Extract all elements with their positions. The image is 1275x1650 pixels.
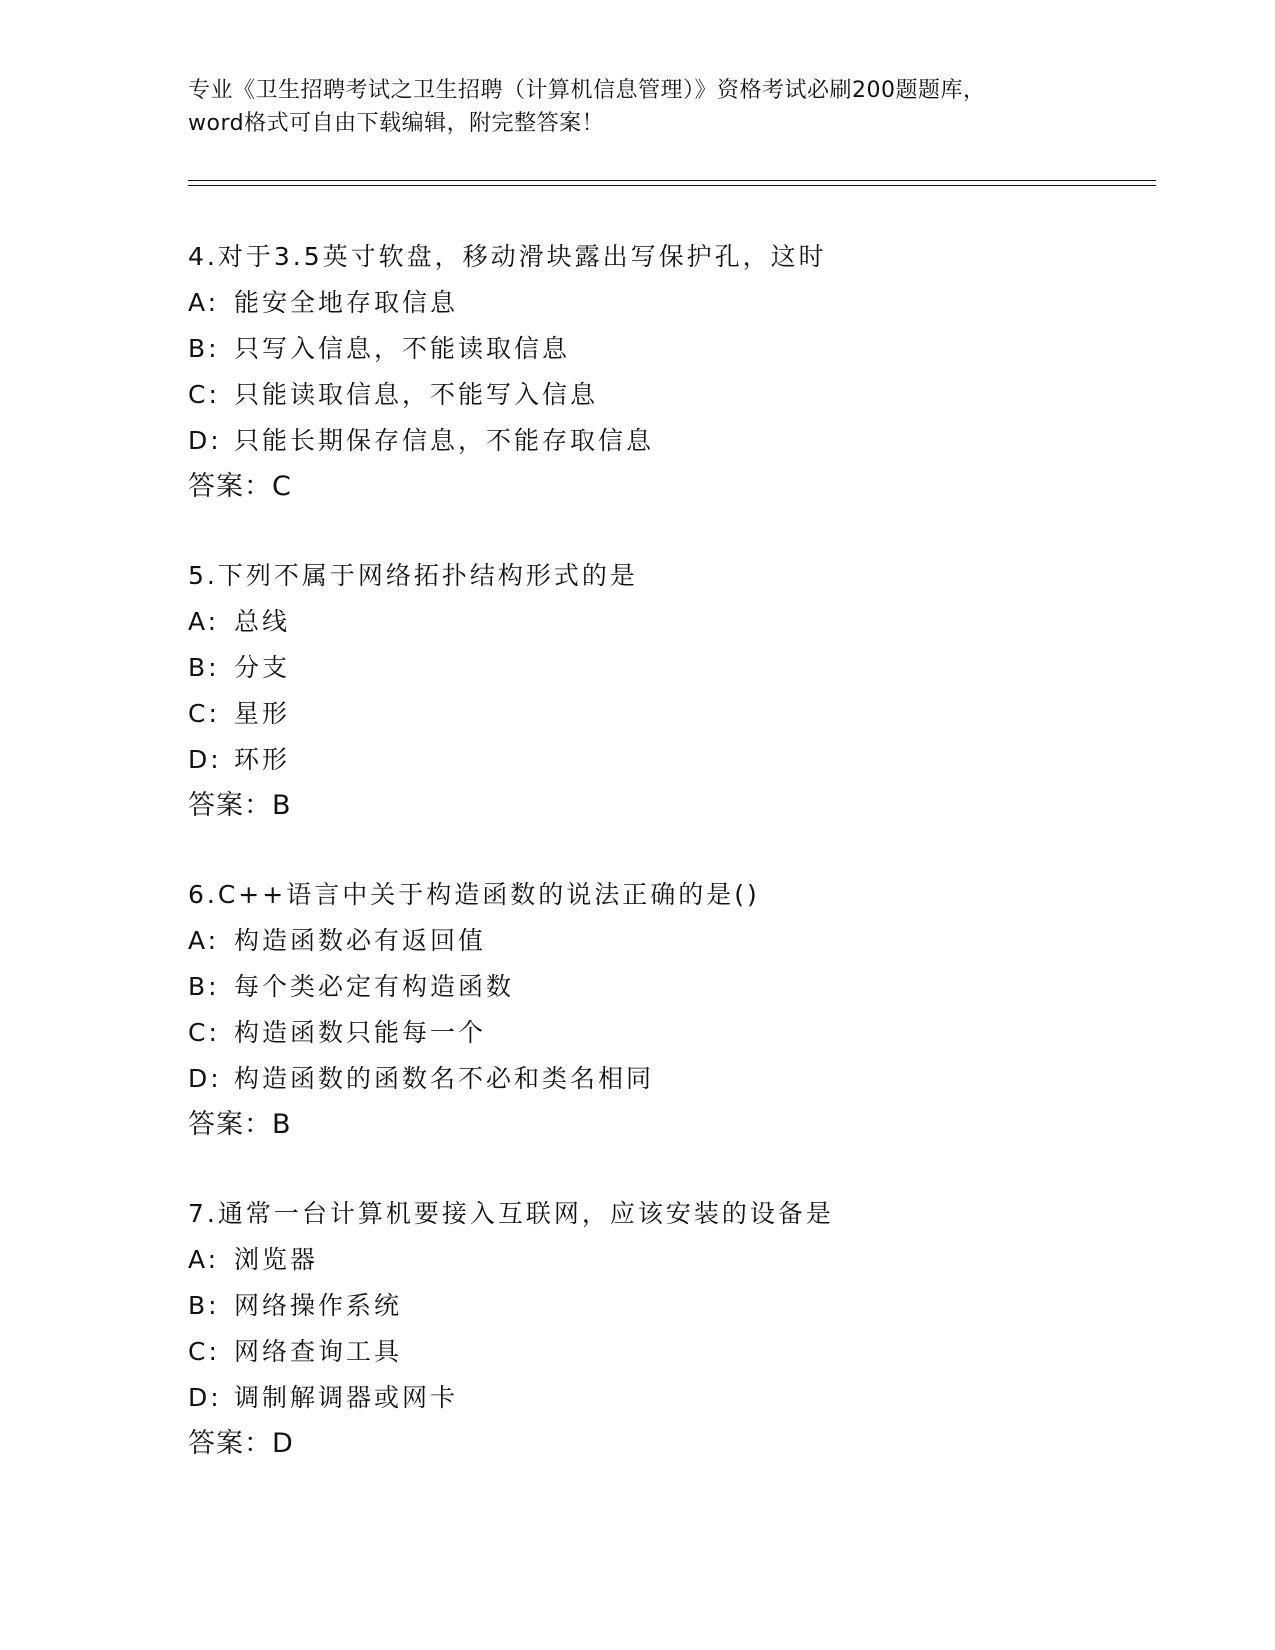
option-letter: B: [188, 972, 220, 1001]
option-letter: C: [188, 380, 220, 409]
option-text: 调制解调器或网卡 [234, 1383, 459, 1412]
option-letter: A: [188, 607, 220, 636]
option-d [188, 418, 1168, 464]
option-b [188, 1283, 1168, 1329]
option-letter: D: [188, 426, 222, 455]
question-block [188, 234, 1168, 510]
option-text: 只写入信息，不能读取信息 [234, 334, 571, 363]
option-a [188, 280, 1168, 326]
option-letter: D: [188, 1064, 222, 1093]
option-a [188, 918, 1168, 964]
option-letter: D: [188, 745, 222, 774]
question-stem: 4.对于3.5英寸软盘，移动滑块露出写保护孔，这时 [188, 242, 827, 271]
option-text: 网络查询工具 [234, 1337, 403, 1366]
answer-label: 答案：C [188, 471, 292, 502]
option-d [188, 1375, 1168, 1421]
option-b [188, 964, 1168, 1010]
header-title-line-2: word格式可自由下载编辑，附完整答案！ [188, 111, 605, 136]
option-text: 浏览器 [234, 1245, 319, 1274]
option-b [188, 645, 1168, 691]
header-divider-top [188, 180, 1156, 181]
option-text: 能安全地存取信息 [234, 288, 459, 317]
option-b [188, 326, 1168, 372]
question-stem: 6.C++语言中关于构造函数的说法正确的是() [188, 880, 760, 909]
option-c [188, 372, 1168, 418]
question-block [188, 872, 1168, 1148]
option-text: 环形 [234, 745, 291, 774]
option-text: 每个类必定有构造函数 [234, 972, 515, 1001]
option-letter: A: [188, 926, 220, 955]
question-stem: 7.通常一台计算机要接入互联网，应该安装的设备是 [188, 1199, 834, 1228]
option-a [188, 599, 1168, 645]
option-text: 构造函数的函数名不必和类名相同 [234, 1064, 655, 1093]
option-letter: A: [188, 1245, 220, 1274]
option-letter: C: [188, 1337, 220, 1366]
document-header [188, 74, 1088, 140]
option-letter: B: [188, 334, 220, 363]
question-block [188, 553, 1168, 829]
option-text: 网络操作系统 [234, 1291, 403, 1320]
option-letter: B: [188, 1291, 220, 1320]
header-title-line-1: 专业《卫生招聘考试之卫生招聘（计算机信息管理）》资格考试必刷200题题库， [188, 78, 986, 103]
question-block [188, 1191, 1168, 1467]
header-divider-bottom [188, 185, 1156, 186]
option-d [188, 1056, 1168, 1102]
option-text: 构造函数必有返回值 [234, 926, 487, 955]
option-c [188, 691, 1168, 737]
option-text: 星形 [234, 699, 291, 728]
option-text: 总线 [234, 607, 291, 636]
option-letter: C: [188, 1018, 220, 1047]
option-letter: B: [188, 653, 220, 682]
answer-label: 答案：B [188, 1109, 292, 1140]
option-c [188, 1329, 1168, 1375]
option-text: 分支 [234, 653, 291, 682]
option-text: 只能读取信息，不能写入信息 [234, 380, 599, 409]
option-text: 只能长期保存信息，不能存取信息 [234, 426, 655, 455]
question-stem: 5.下列不属于网络拓扑结构形式的是 [188, 561, 638, 590]
option-text: 构造函数只能每一个 [234, 1018, 487, 1047]
option-d [188, 737, 1168, 783]
option-c [188, 1010, 1168, 1056]
option-a [188, 1237, 1168, 1283]
option-letter: A: [188, 288, 220, 317]
answer-label: 答案：B [188, 790, 292, 821]
answer-label: 答案：D [188, 1428, 294, 1459]
option-letter: C: [188, 699, 220, 728]
option-letter: D: [188, 1383, 222, 1412]
